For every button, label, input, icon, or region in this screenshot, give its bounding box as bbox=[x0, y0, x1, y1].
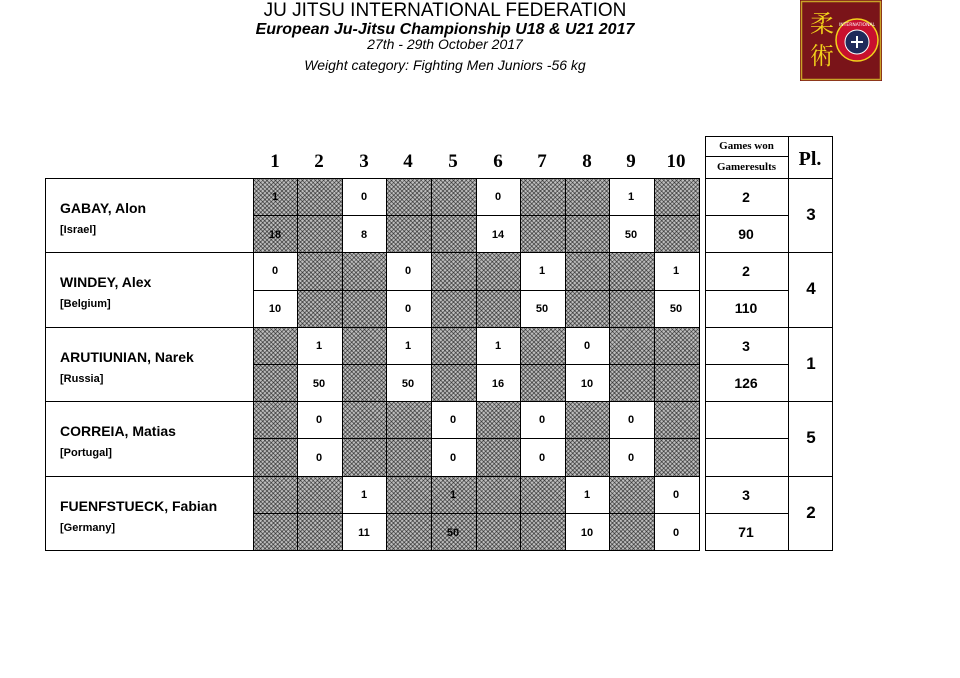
match-won-value: 0 bbox=[627, 414, 635, 427]
column-separator bbox=[386, 178, 387, 551]
match-won-value: 0 bbox=[404, 265, 412, 278]
match-points-value: 0 bbox=[672, 526, 680, 539]
competitor-name: WINDEY, Alex bbox=[60, 274, 152, 291]
column-separator bbox=[520, 178, 521, 551]
svg-text:INTERNATIONAL: INTERNATIONAL bbox=[838, 23, 876, 28]
competitor-country: [Portugal] bbox=[60, 447, 112, 460]
column-header-9: 9 bbox=[626, 151, 636, 172]
half-row-separator-gw bbox=[705, 438, 788, 439]
match-points-value: 16 bbox=[491, 377, 505, 390]
row-separator bbox=[45, 550, 699, 551]
header-event-title: European Ju-Jitsu Championship U18 & U21 2017 bbox=[255, 21, 635, 38]
match-won-value: 1 bbox=[627, 191, 635, 203]
match-won-value: 1 bbox=[494, 339, 502, 352]
match-won-value: 1 bbox=[583, 488, 591, 501]
place-header: Pl. bbox=[798, 148, 822, 170]
place-value: 4 bbox=[806, 279, 816, 299]
gameresults-value: 90 bbox=[738, 226, 754, 242]
match-points-value: 11 bbox=[358, 526, 370, 539]
table-left-border bbox=[45, 178, 46, 551]
half-row-separator-gw bbox=[705, 290, 788, 291]
competitor-country: [Germany] bbox=[60, 521, 116, 534]
svg-text:術: 術 bbox=[810, 42, 834, 70]
match-won-value: 1 bbox=[449, 488, 457, 501]
match-won-value: 0 bbox=[360, 191, 368, 203]
column-header-5: 5 bbox=[448, 151, 458, 172]
header-organization: JU JITSU INTERNATIONAL FEDERATION bbox=[263, 0, 627, 21]
match-points-value: 8 bbox=[360, 229, 368, 241]
match-points-value: 10 bbox=[580, 526, 594, 539]
match-won-value: 0 bbox=[315, 414, 323, 427]
column-separator bbox=[297, 178, 298, 551]
match-points-value: 50 bbox=[669, 303, 683, 316]
match-points-value: 14 bbox=[491, 229, 505, 241]
place-right-border bbox=[832, 136, 833, 551]
place-value: 3 bbox=[806, 205, 816, 224]
row-separator-right bbox=[705, 252, 832, 253]
header-weight-category: Weight category: Fighting Men Juniors -56 kg bbox=[304, 57, 586, 73]
match-won-value: 0 bbox=[271, 265, 279, 278]
match-points-value: 50 bbox=[624, 229, 638, 241]
games-won-value: 2 bbox=[742, 263, 750, 280]
match-points-value: 10 bbox=[268, 303, 282, 316]
match-won-value: 0 bbox=[583, 339, 591, 352]
header-dates: 27th - 29th October 2017 bbox=[367, 36, 523, 52]
row-separator-right bbox=[705, 476, 832, 477]
match-won-value: 1 bbox=[404, 339, 412, 352]
half-row-separator-gw bbox=[705, 364, 788, 365]
competitor-country: [Belgium] bbox=[60, 298, 111, 311]
match-points-value: 50 bbox=[446, 526, 460, 539]
half-row-separator-gw bbox=[705, 513, 788, 514]
competitor-name: GABAY, Alon bbox=[60, 200, 147, 216]
match-won-value: 1 bbox=[538, 265, 546, 278]
gw-header-top bbox=[705, 136, 832, 137]
games-won-value: 3 bbox=[742, 337, 750, 354]
place-value: 1 bbox=[806, 353, 816, 373]
match-won-value: 0 bbox=[449, 414, 457, 427]
competitor-name: FUENFSTUECK, Fabian bbox=[60, 497, 218, 514]
match-points-value: 50 bbox=[535, 303, 549, 316]
row-separator bbox=[45, 327, 699, 328]
half-row-separator-gw bbox=[705, 215, 788, 216]
column-header-7: 7 bbox=[537, 151, 547, 172]
gameresults-value: 71 bbox=[738, 523, 754, 540]
row-separator bbox=[45, 401, 699, 402]
row-separator bbox=[45, 476, 699, 477]
match-won-value: 0 bbox=[672, 488, 680, 501]
match-points-value: 50 bbox=[312, 377, 326, 390]
row-separator-right bbox=[705, 550, 832, 551]
place-value: 5 bbox=[806, 428, 816, 448]
gameresults-value: 126 bbox=[734, 374, 758, 391]
matrix-right-border bbox=[699, 178, 700, 551]
match-points-value: 10 bbox=[580, 377, 594, 390]
competitor-country: [Russia] bbox=[60, 372, 104, 385]
column-header-6: 6 bbox=[493, 151, 503, 172]
match-points-value: 0 bbox=[404, 303, 412, 316]
match-points-value: 50 bbox=[401, 377, 415, 390]
column-header-2: 2 bbox=[314, 151, 324, 172]
match-won-value: 0 bbox=[538, 414, 546, 427]
match-won-value: 0 bbox=[494, 191, 502, 203]
games-won-value: 2 bbox=[742, 189, 750, 205]
gameresults-header: Gameresults bbox=[716, 161, 777, 173]
gameresults-value: 110 bbox=[734, 300, 758, 317]
match-won-value: 1 bbox=[315, 339, 323, 352]
row-separator-right bbox=[705, 401, 832, 402]
games-won-value: 3 bbox=[742, 486, 750, 503]
match-won-value: 1 bbox=[360, 488, 368, 501]
svg-text:柔: 柔 bbox=[810, 10, 834, 38]
match-won-value: 1 bbox=[672, 265, 680, 278]
match-won-value: 1 bbox=[271, 191, 279, 203]
match-points-value: 0 bbox=[627, 452, 635, 465]
competitor-name: CORREIA, Matias bbox=[60, 423, 176, 440]
competitor-name: ARUTIUNIAN, Narek bbox=[60, 348, 194, 365]
row-separator-right bbox=[705, 327, 832, 328]
competitor-country: [Israel] bbox=[60, 224, 97, 236]
match-points-value: 0 bbox=[538, 452, 546, 465]
column-header-1: 1 bbox=[270, 151, 280, 172]
column-header-8: 8 bbox=[582, 151, 592, 172]
match-points-value: 0 bbox=[449, 452, 457, 465]
gw-top-border bbox=[705, 178, 832, 179]
match-points-value: 18 bbox=[268, 229, 282, 241]
gw-header-mid bbox=[705, 156, 788, 157]
row-separator bbox=[45, 252, 699, 253]
games-won-header: Games won bbox=[719, 140, 774, 152]
gw-right-border bbox=[788, 136, 789, 551]
column-header-3: 3 bbox=[359, 151, 369, 172]
column-header-4: 4 bbox=[403, 151, 413, 172]
match-points-value: 0 bbox=[315, 452, 323, 465]
column-header-10: 10 bbox=[666, 151, 686, 172]
place-value: 2 bbox=[806, 502, 816, 522]
table-top-border bbox=[45, 178, 699, 179]
